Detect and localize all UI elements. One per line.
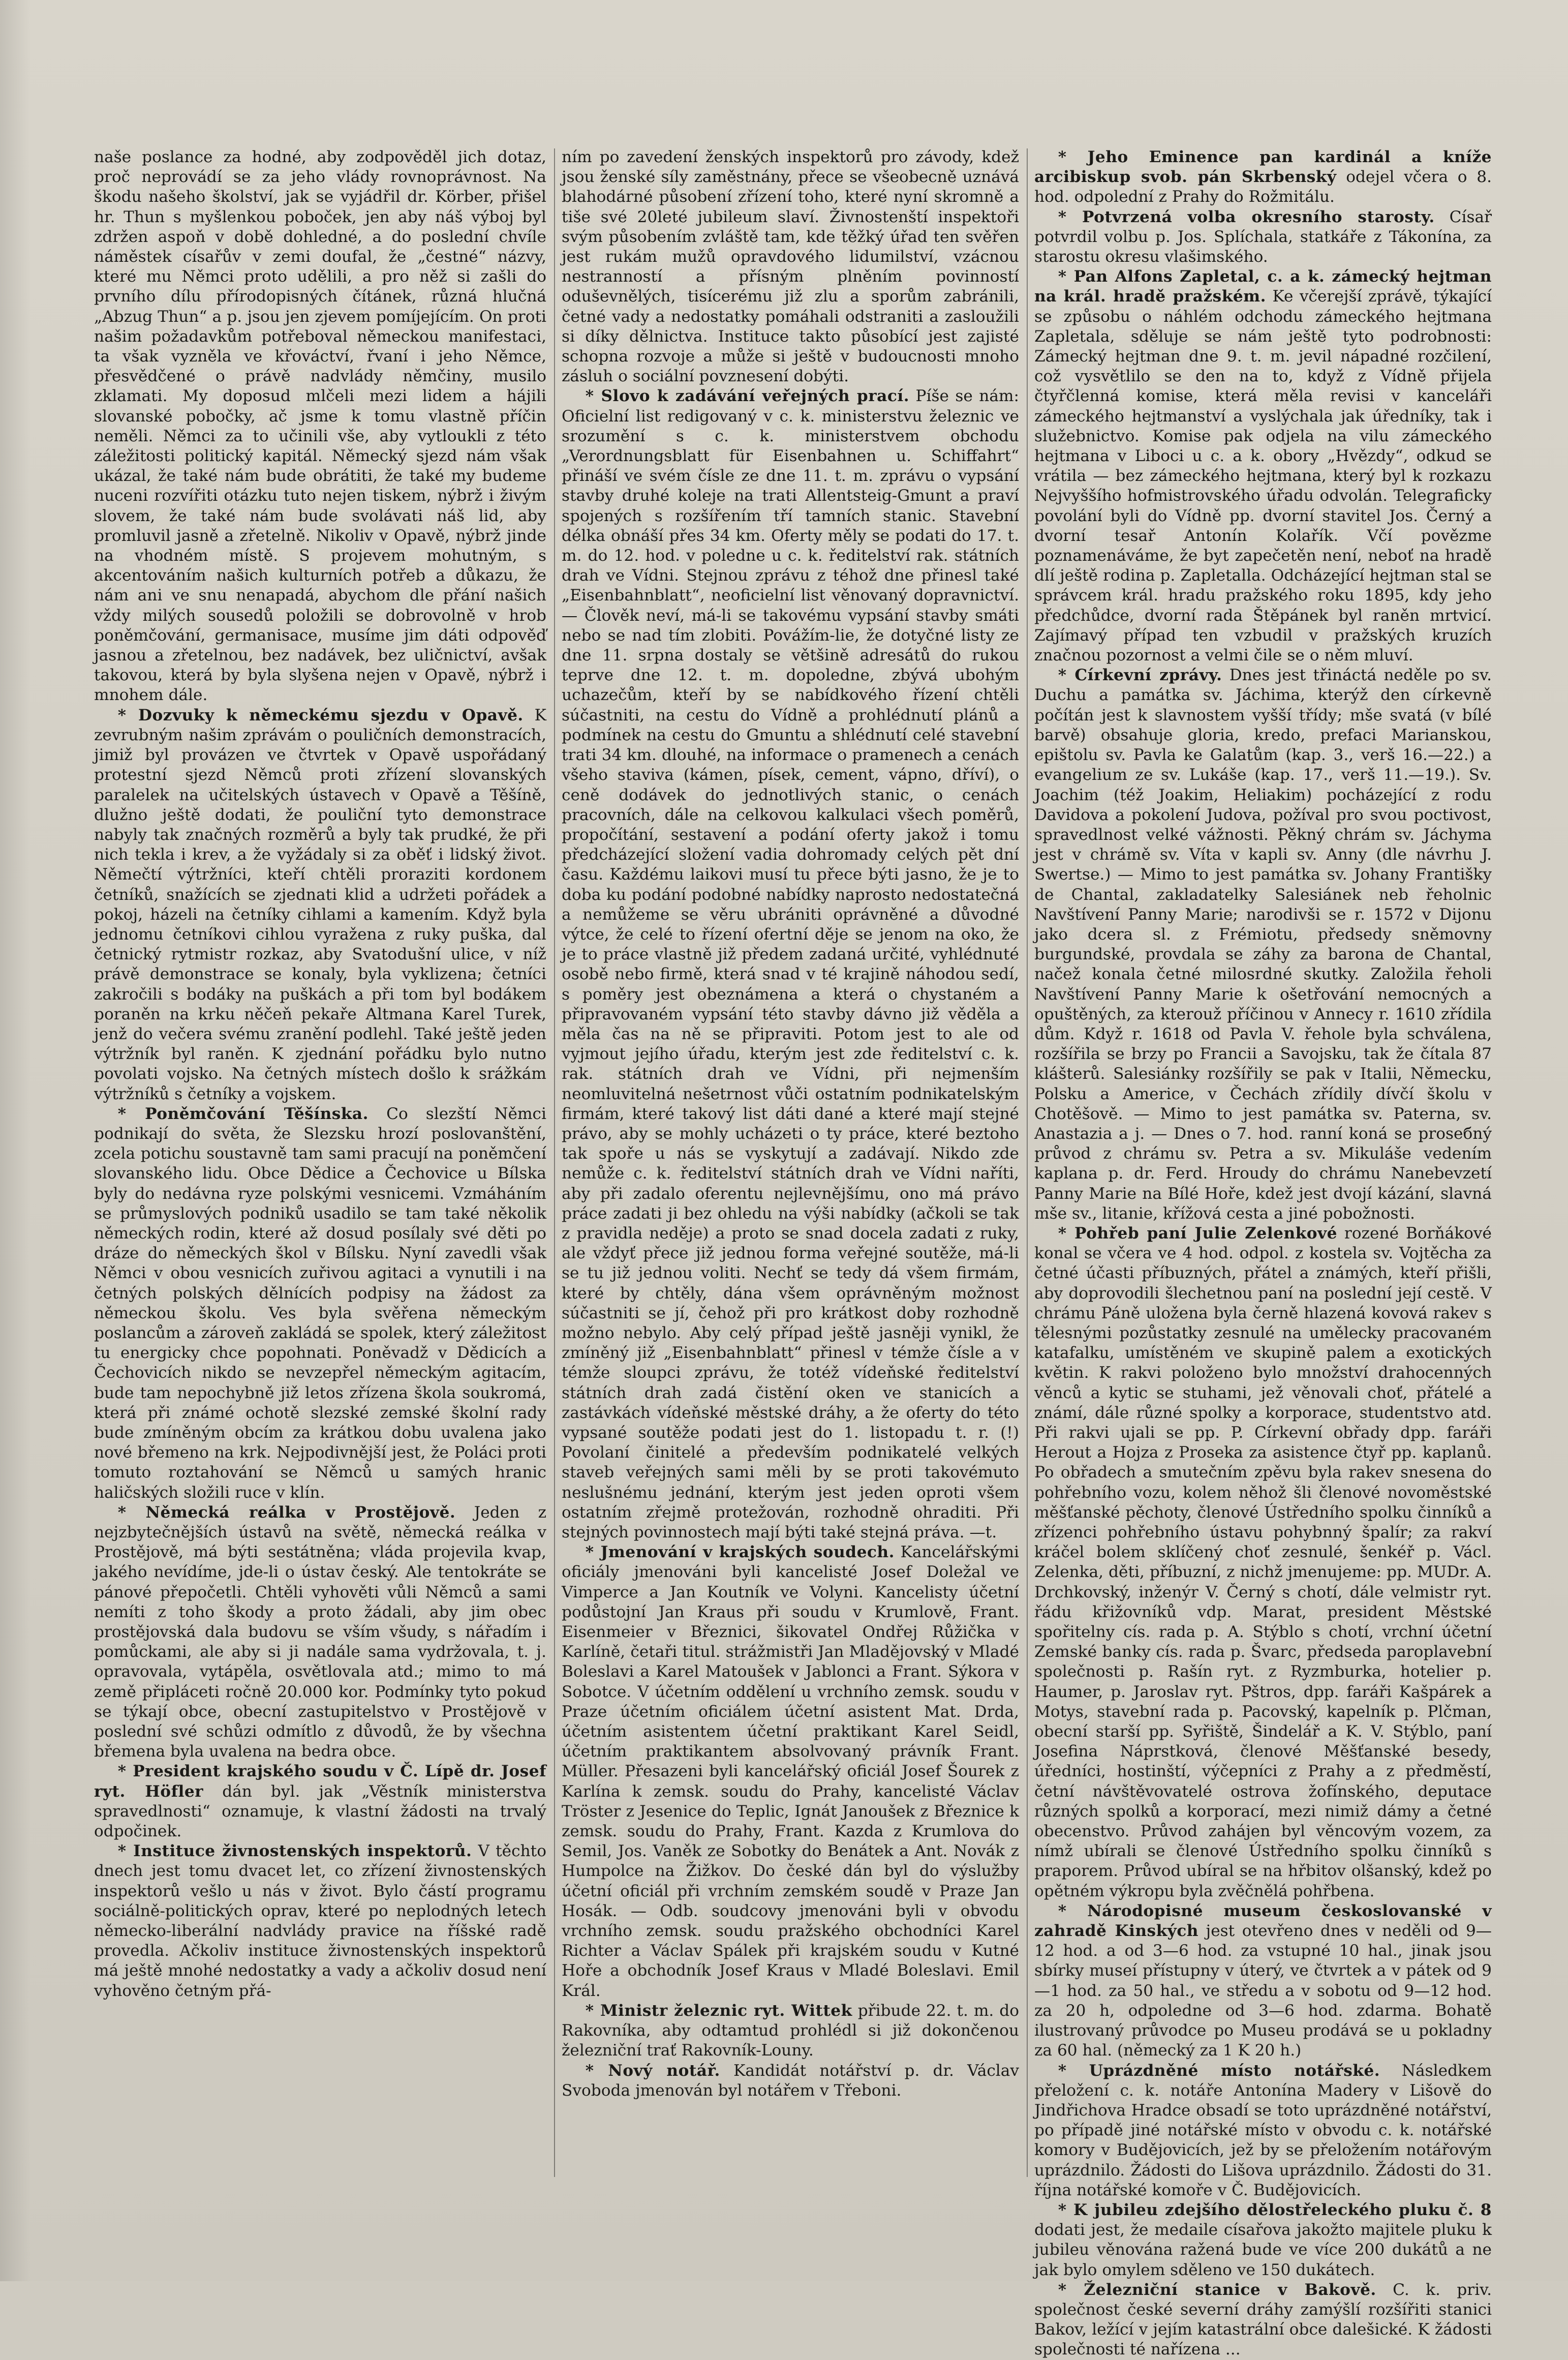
article-text: ním po zavedení ženských inspektorů pro závody, kdež jsou ženské síly zaměstnány, přece se všeobecně uznává blahodárné působení zřízení toho, které nyní skromně a tiše své 20leté jubileum slaví. Živnostenští inspektoři svým působením zvláště tam, kde těžký úřad ten svěřen jest rukám mužů opravdového lidumilství, vzácnou nestranností a přísným plněním povinností oduševnělých, tisícerému již zlu a sporům zabránili, četné vady a nedostatky pomáhali odstraniti a zasloužili si díky dělnictva. Instituce takto působící jest zajisté schopna rozvoje a může si ještě v budoucnosti mnoho zásluh o sociální povznesení dobýti. [562, 148, 1019, 386]
article-paragraph [562, 2001, 1019, 2061]
article-heading: * Jeho Eminence pan kardinál a kníže arcibiskup svob. pán Skrbenský [1034, 148, 1492, 187]
article-heading: * Jmenování v krajských soudech. [585, 1543, 895, 1562]
article-paragraph [1034, 207, 1492, 267]
article-heading: * Poněmčování Těšínska. [117, 1104, 368, 1123]
article-paragraph [1034, 147, 1492, 207]
article-heading: * President krajského soudu v Č. Lípě dr. Josef ryt. Höfler [94, 1762, 546, 1801]
column-rule-1 [554, 148, 555, 2177]
article-paragraph [562, 386, 1019, 1542]
article-paragraph [1034, 2280, 1492, 2360]
article-heading: * K jubileu zdejšího dělostřeleckého pluku č. 8 [1058, 2200, 1492, 2219]
article-text: dodati jest, že medaile císařova jakožto majitele pluku k jubileu věnována ražená bude ve více 200 dukátů a ne jak bylo omylem sděleno ve 150 dukátech. [1034, 2221, 1492, 2279]
article-paragraph [1034, 1901, 1492, 2061]
article-text: rozené Borňákové konal se včera ve 4 hod. odpol. z kostela sv. Vojtěcha za četné účasti příbuzných, přátel a známých, kteří přišli, aby doprovodili šlechetnou paní na poslední její cestě. V chrámu Páně uložena byla černě hlazená kovová rakev s tělesnými pozůstatky zesnulé na umělecky pracovaném katafalku, umístěném ve skupině palem a exotických květin. K rakvi položeno bylo množství drahocenných věnců a kytic se stuhami, jež věnovali choť, přátelé a známí, dále různé spolky a korporace, studentstvo atd. Při rakvi ujali se pp. P. Církevní obřady dpp. faráři Herout a Hojza z Proseka za asistence čtyř pp. kaplanů. Po obřadech a smutečním zpěvu byla rakev snesena do pohřebního vozu, kolem něhož šli členové novoměstské měšťanské pěchoty, členové Ústředního spolku činníků a zřízenci pohřebního ústavu pohybnný špalír; za rakví kráčel bolem sklíčený choť zesnulé, šenkéř p. Václ. Zelenka, děti, příbuzní, z nichž jmenujeme: pp. MUDr. A. Drchkovský, inženýr V. Černý s chotí, dále velmistr ryt. řádu křižovníků vdp. Marat, president Městské spořitelny cís. rada p. A. Stýblo s chotí, vrchní účetní Zemské banky cís. rada p. Švarc, předseda paroplavební společnosti p. Rašín ryt. z Ryzmburka, hotelier p. Haumer, p. Jaroslav ryt. Pštros, dpp. faráři Kašpárek a Motys, stavební rada p. Pacovský, kapelník p. Plčman, obecní starší pp. Syřiště, Šindelář a K. V. Stýblo, paní Josefina Náprstková, členové Měšťanské besedy, úředníci, hostinští, výčepníci z Prahy a z předměstí, četní návštěvovatelé ostrova žofínského, deputace různých spolků a korporací, mezi nimiž dámy a četné obecenstvo. Průvod zahájen byl věncovým vozem, za nímž ubírali se členové Ústředního spolku činníků s praporem. Průvod ubíral se na hřbitov olšanský, kdež po opětném výkropu byla zvěčnělá pohřbena. [1034, 1224, 1492, 1900]
article-text: Co slezští Němci podnikají do světa, že Slezsku hrozí poslovanštění, zcela potichu soustavně tam sami pracují na poněmčení slovanského lidu. Obce Dědice a Čechovice u Bílska byly do nedávna ryze polskými vesnicemi. Vzmáháním se průmyslových podniků usadilo se tam také několik německých rodin, které až dosud posílaly své děti po dráze do německých škol v Bílsku. Nyní zavedli však Němci v obou vesnicích zuřivou agitaci a vynutili i na četných polských dělnících podpisy na žádost za německou školu. Ves byla svěřena německým poslancům a zároveň zakládá se spolek, který záležitost tu energicky chce popohnati. Poněvadž v Dědicích a Čechovicích nikdo se nevzepřel německým agitacím, bude tam nepochybně již letos zřízena škola soukromá, která při známé ochotě slezské zemské školní rady bude zmíněným obcím za krátkou dobu uvalena jako nové břemeno na krk. Nejpodivnější jest, že Poláci proti tomuto roztahování se Němců u samých hranic haličských složili ruce v klín. [94, 1104, 546, 1502]
article-paragraph [94, 1104, 546, 1503]
article-heading: * Slovo k zadávání veřejných prací. [585, 387, 910, 406]
article-paragraph [94, 1762, 546, 1841]
article-text: V těchto dnech jest tomu dvacet let, co zřízení živnostenských inspektorů vešlo u nás v život. Bylo částí programu sociálně-politických oprav, které po neplodných letech německo-liberální nadvlády pravice na říšské radě provedla. Ačkoliv instituce živnostenských inspektorů má ještě mnohé nedostatky a vady a ačkoliv dosud není vyhověno četným přá- [94, 1842, 546, 2000]
article-text: naše poslance za hodné, aby zodpověděl jich dotaz, proč neprovádí se za jeho vlády rovnoprávnost. Na škodu našeho školství, jak se vyjádřil dr. Körber, přišel hr. Thun s myšlenkou poboček, jen aby náš výboj byl zdržen aspoň v době dohledné, a do poslední chvíle náměstek císařův v zemi doufal, že „čestné“ názvy, které mu Němci proto udělili, a pro něž si zašli do prvního dílu přírodopisných čítánek, různá hlučná „Abzug Thun“ a p. jsou jen zjevem pomíjejícím. On proti našim požadavkům potřeboval německou manifestaci, ta však vyzněla ve křováctví, řvaní i jeho Němce, přesvědčené o právě nadvlády němčiny, musilo zklamati. My doposud mlčeli mezi lidem a hájili slovanské pobočky, ač jsme k tomu vlastně příčin neměli. Němci za to učinili vše, aby vytloukli z této záležitosti politický kapitál. Německý sjezd nám však ukázal, že také nám bude obrátiti, že také my budeme nuceni rozvířiti otázku tuto nejen tiskem, nýbrž i živým slovem, že také nám bude svolávati náš lid, aby promluvil jasně a zřetelně. Nikoliv v Opavě, nýbrž jinde na vhodném místě. S projevem mohutným, s akcentováním našich kulturních potřeb a důkazu, že nám ani ve snu nenapadá, abychom dle přání našich vždy milých sousedů položili se dobrovolně v hrob poněmčování, germanisace, musíme jim dáti odpověď jasnou a zřetelnou, bez nadávek, bez uličnictví, avšak takovou, která by byla slyšena nejen v Opavě, nýbrž i mnohem dále. [94, 148, 546, 705]
article-heading: * Církevní zprávy. [1058, 666, 1222, 685]
article-heading: * Národopisné museum českoslovanské v zahradě Kinských [1034, 1901, 1492, 1941]
article-heading: * Pohřeb paní Julie Zelenkové [1058, 1224, 1338, 1243]
article-text: C. k. priv. společnost české severní dráhy zamýšlí rozšířiti stanici Bakov, ležící v jejím katastrální obce dalešické. K žádosti společnosti té nařízena ... [1034, 2280, 1492, 2359]
article-text: dán byl. jak „Věstník ministerstva spravedlnosti“ oznamuje, k vlastní žádosti na trvalý odpočinek. [94, 1782, 546, 1841]
article-heading: * Uprázdněné místo notářské. [1058, 2061, 1380, 2080]
article-paragraph [94, 147, 546, 706]
article-text: Císař potvrdil volbu p. Jos. Splíchala, statkáře z Tákonína, za starostu okresu vlašimského. [1034, 207, 1492, 266]
article-paragraph [1034, 2200, 1492, 2280]
article-text: Dnes jest třináctá neděle po sv. Duchu a památka sv. Jáchima, kterýž den církevně počítán jest k slavnostem vyšší třídy; mše svatá (v bílé barvě) obsahuje gloria, kredo, prefaci Marianskou, epištolu sv. Pavla ke Galatům (kap. 3., verš 16.—22.) a evangelium ze sv. Lukáše (kap. 17., verš 11.—19.). Sv. Joachim (též Joakim, Heliakim) pocházející z rodu Davidova a pokolení Judova, požíval pro svou poctivost, spravedlnost velké vážnosti. Pěkný chrám sv. Jáchyma jest v chrámě sv. Víta v kapli sv. Anny (dle návrhu J. Swertse.) — Mimo to jest památka sv. Johany Františky de Chantal, zakladatelky Salesiánek neb řeholnic Navštívení Panny Marie; narodivši se r. 1572 v Dijonu jako dcera sl. z Frémiotu, předsedy sněmovny burgundské, provdala se záhy za barona de Chantal, načež konala četné milosrdné skutky. Založila řeholi Navštívení Panny Marie k ošetřování nemocných a opuštěných, za kterouž příčinou v Annecy r. 1610 zřídila dům. Když r. 1618 od Pavla V. řehole byla schválena, rozšířila se brzy po Francii a Savojsku, tak že čítala 87 klášterů. Salesiánky rozšířily se pak v Italii, Německu, Polsku a Americe, v Čechách zřídily dívčí školu v Chotěšově. — Mimo to jest památka sv. Paterna, sv. Anastazia a j. — Dnes o 7. hod. ranní koná se proseбný průvod z chrámu sv. Petra a sv. Mikuláše vedením kaplana p. dr. Ferd. Hroudy do chrámu Nanebevzetí Panny Marie na Bílé Hoře, kdež jest dvojí kázání, slavná mše sv., litanie, křížová cesta a jiné pobožnosti. [1034, 666, 1492, 1223]
article-text: Následkem přeložení c. k. notáře Antonína Madery v Lišově do Jindřichova Hradce obsadí se toto uprázdněné notářství, po případě jiné notářské místo v obvodu c. k. notářské komory v Budějovicích, jež by se přeložením notářovým uprázdnilo. Žádosti do Lišova uprázdnilo. Žádosti do 31. října notářské komoře v Č. Budějovicích. [1034, 2061, 1492, 2199]
article-text: jest otevřeno dnes v neděli od 9—12 hod. a od 3—6 hod. za vstupné 10 hal., jinak jsou sbírky museí přístupny v úterý, ve čtvrtek a v pátek od 9—1 hod. za 50 hal., ve středu a v sobotu od 9—12 hod. za 20 h, odpoledne od 3—6 hod. zdarma. Bohatě ilustrovaný průvodce po Museu prodává se u pokladny za 60 hal. (německý za 1 K 20 h.) [1034, 1922, 1492, 2060]
article-text: přibude 22. t. m. do Rakovníka, aby odtamtud prohlédl si již dokončenou železniční trať Rakovník-Louny. [562, 2001, 1020, 2060]
article-paragraph [562, 147, 1019, 386]
article-text: Jeden z nejzbytečnějších ústavů na světě, německá reálka v Prostějově, má býti sestátněna; vláda projevila kvap, jakého nevídíme, jde-li o ústav český. Ale tentokráte se pánové přepočetli. Chtěli vyhověti vůli Němců a sami nemíti z toho škody a proto žádali, aby jim obec prostějovská dala budovu se vším všudy, s nářadím i pomůckami, ale aby si ji nadále sama vydržovala, t. j. opravovala, vytápěla, osvětlovala atd.; mimo to má země připláceti ročně 20.000 kor. Podmínky tyto pokud se týkají obce, obecní zastupitelstvo v Prostějově v poslední své schůzi odmítlo z důvodů, že by všechna břemena byla uvalena na bedra obce. [94, 1503, 547, 1761]
article-paragraph [1034, 1224, 1492, 1901]
column-3 [1034, 147, 1492, 2359]
article-paragraph [1034, 267, 1492, 665]
article-paragraph [562, 2061, 1019, 2101]
article-text: odejel včera o 8. hod. odpolední z Prahy do Rožmitálu. [1034, 168, 1492, 206]
article-heading: * Německá reálka v Prostějově. [117, 1503, 456, 1522]
article-text: Píše se nám: Oficielní list redigovaný v c. k. ministerstvu železnic ve srozumění s c. k. ministerstvem obchodu „Verordnungsblatt für Eisenbahnen u. Schiffahrt“ přináší ve svém čísle ze dne 11. t. m. zprávu o vypsání stavby druhé koleje na trati Allentsteig-Gmunt a praví spojených s rozšířením tří tamních stanic. Stavební délka obnáší přes 34 km. Oferty měly se podati do 17. t. m. do 12. hod. v poledne u c. k. ředitelství rak. státních drah ve Vídni. Stejnou zprávu z téhož dne přinesl také „Eisenbahnblatt“, neoficielní list věnovaný dopravnictví. — Člověk neví, má-li se takovému vypsání stavby smáti nebo se nad tím zlobiti. Povážím-lie, že dotyčné listy ze dne 11. srpna dostaly se většině adresátů do rukou teprve dne 12. t. m. dopoledne, zbývá ubohým uchazečům, kteří by se nabídkového řízení chtěli súčastniti, na cestu do Vídně a prohlédnutí plánů a podmínek na cestu do Gmuntu a shlédnutí celé stavební trati 34 km. dlouhé, na informace o pramenech a cenách všeho staviva (kámen, písek, cement, vápno, dříví), o ceně dodávek do jednotlivých stanic, o cenách pracovních, dále na celkovou kalkulaci všech poměrů, propočítání, sestavení a podání oferty jakož i tomu předcházející složení vadia dohromady celých pět dní času. Každému laikovi musí tu přece býti jasno, že je to doba ku podání podobné nabídky naprosto nedostatečná a nemůžeme se věru ubrániti oprávněné a důvodné výtce, že celé to řízení ofertní děje se jenom na oko, že je to práce vlastně již předem zadaná určité, vyhlédnuté osobě nebo firmě, která snad v té krajině náhodou sedí, s poměry jest obeznámena a která o chystaném a připravovaném vypsání této stavby dávno již věděla a měla čas na ně se připraviti. Potom jest to ale od vyjmout jejího úřadu, kterým jest zde ředitelství c. k. rak. státních drah ve Vídni, při nejmenším neomluvitelná nešetrnost vůči ostatním podnikatelským firmám, které takový list dáti dané a které mají stejné právo, aby se mohly ucházeti o ty práce, které beztoho tak spoře u nás se vyskytují a zadávají. Nikdo zde nemůže c. k. ředitelství státních drah ve Vídni naříti, aby při zadalo oferentu nejlevnějšímu, ono má právo práce zadati ji bez ohledu na výši nabídky (ačkoli se tak z pravidla neděje) a proto se snad docela zadati z ruky, ale vždyť přece již jednou forma veřejné soutěže, má-li se tu již jednou voliti. Nechť se tedy dá všem firmám, které by chtěly, dána všem oprávněným možnost súčastniti se jí, čehož při pro krátkost doby rozhodně možno nebylo. Aby celý případ ještě jasněji vynikl, že zmíněný již „Eisenbahnblatt“ přinesl v témže čísle a v témže sloupci zprávu, že totéž vídeňské ředitelství státních drah zadá čistění oken ve stanicích a zastávkách vídeňské městské dráhy, a že oferty do této vypsané soutěže podati jest do 1. listopadu t. r. (!) Povolaní činitelé a především podnikatelé velkých staveb veřejných sami měli by se proti takovémuto neslušnému jednání, kterým jest jeden oproti všem ostatním zřejmě protežován, rozhodně ohraditi. Při stejných povinnostech mají býti také stejná práva. —t. [562, 387, 1019, 1542]
article-heading: * Potvrzená volba okresního starosty. [1058, 207, 1435, 226]
article-paragraph [1034, 665, 1492, 1224]
article-text: Ke včerejší zprávě, týkající se způsobu o náhlém odchodu zámeckého hejtmana Zapletala, sděluje se nám ještě tyto podrobnosti: Zámecký hejtman dne 9. t. m. jevil nápadné rozčilení, což vysvětlilo se den na to, když z Vídně přijela čtyřčlenná komise, která měla revisi v kanceláři zámeckého hejtmanství a vyslýchala jak úředníky, tak i služebnictvo. Komise pak odjela na vilu zámeckého hejtmana v Liboci u c. a k. obory „Hvězdy“, odkud se vrátila — bez zámeckého hejtmana, který byl k rozkazu Nejvyššího hofmistrovského úřadu odvolán. Telegraficky povolání byli do Vídně pp. dvorní stavitel Jos. Černý a dvorní tesař Antonín Kolařík. Včí povězme poznamenáváme, že byt zapečetěn není, neboť na hradě dlí ještě rodina p. Zapletalla. Odcházející hejtman stal se správcem král. hradu pražského roku 1895, kdy jeho předchůdce, dvorní rada Štěpánek byl raněn mrtvicí. Zajímavý případ ten vzbudil v pražských kruzích značnou pozornost a velmi čile se o něm mluví. [1034, 287, 1492, 665]
page-edge-shadow [0, 0, 30, 2281]
article-text: K zevrubným našim zprávám o pouličních demonstracích, jimiž byl provázen ve čtvrtek v Opavě uspořádaný protestní sjezd Němců proti zřízení slovanských paralelek na učitelských ústavech v Opavě a Těšíně, dlužno ještě dodati, že pouliční tyto demonstrace nabyly tak značných rozměrů a byly tak prudké, že při nich tekla i krev, a že vyžádaly si za oběť i lidský život. Němečtí výtržníci, kteří chtěli proraziti kordonem četníků, snažících se zjednati klid a udržeti pořádek a pokoj, házeli na četníky cihlami a kamením. Když byla jednomu četníkovi cihlou vyražena z ruky puška, dal četnický rytmistr rozkaz, aby Svatodušní ulice, v níž právě demonstrace se konaly, byla vyklizena; četníci zakročili s bodáky na puškách a při tom byl bodákem poraněn na krku něčeň pekaře Altmana Karel Turek, jenž do večera svému zranění podlehl. Také ještě jeden výtržník byl raněn. K zjednání pořádku bylo nutno povolati vojsko. Na četných místech došlo k srážkám výtržníků s četníky a vojskem. [94, 706, 546, 1103]
article-paragraph [562, 1542, 1019, 2001]
article-paragraph [94, 706, 546, 1104]
article-text: Kancelářskými oficiály jmenováni byli kancelisté Josef Doležal ve Vimperce a Jan Koutník ve Volyni. Kancelisty účetní podůstojní Jan Kraus při soudu v Krumlově, Frant. Eisenmeier v Březnici, šikovatel Ondřej Růžička v Karlíně, četaři titul. strážmistři Jan Mladějovský v Mladé Boleslavi a Karel Matoušek v Jablonci a Frant. Sýkora v Sobotce. V účetním oddělení u vrchního zemsk. soudu v Praze účetním oficiálem účetní asistent Mat. Drda, účetním asistentem účetní praktikant Karel Seidl, účetním praktikantem absolvovaný právník Frant. Müller. Přesazeni byli kancelářský oficiál Josef Šourek z Karlína k zemsk. soudu do Prahy, kancelisté Václav Tröster z Jesenice do Teplic, Ignát Janoušek z Březnice k zemsk. soudu do Prahy, Frant. Kazda z Krumlova do Semil, Jos. Vaněk ze Sobotky do Benátek a Ant. Novák z Humpolce na Žižkov. Do české dán byl do výslužby účetní oficiál při vrchním zemském soudě v Praze Jan Hosák. — Odb. soudcovy jmenováni byli v obvodu vrchního zemsk. soudu pražského obchodníci Karel Richter a Václav Spálek při krajském soudu v Kutné Hoře a obchodník Josef Kraus v Mladé Boleslavi. Emil Král. [562, 1543, 1020, 2000]
article-heading: * Železniční stanice v Bakově. [1058, 2280, 1376, 2299]
column-2 [562, 147, 1019, 2212]
article-paragraph [94, 1503, 546, 1762]
article-heading: * Instituce živnostenských inspektorů. [117, 1842, 472, 1861]
column-rule-2 [1027, 148, 1028, 2177]
article-heading: * Ministr železnic ryt. Wittek [585, 2001, 852, 2020]
column-1 [94, 147, 546, 2212]
article-heading: * Nový notář. [585, 2061, 720, 2080]
article-paragraph [94, 1841, 546, 2001]
article-paragraph [1034, 2061, 1492, 2200]
article-heading: * Pan Alfons Zapletal, c. a k. zámecký hejtman na král. hradě pražském. [1034, 267, 1492, 306]
article-text: Kandidát notářství p. dr. Václav Svoboda jmenován byl notářem v Třeboni. [562, 2061, 1019, 2100]
article-heading: * Dozvuky k německému sjezdu v Opavě. [117, 706, 524, 724]
